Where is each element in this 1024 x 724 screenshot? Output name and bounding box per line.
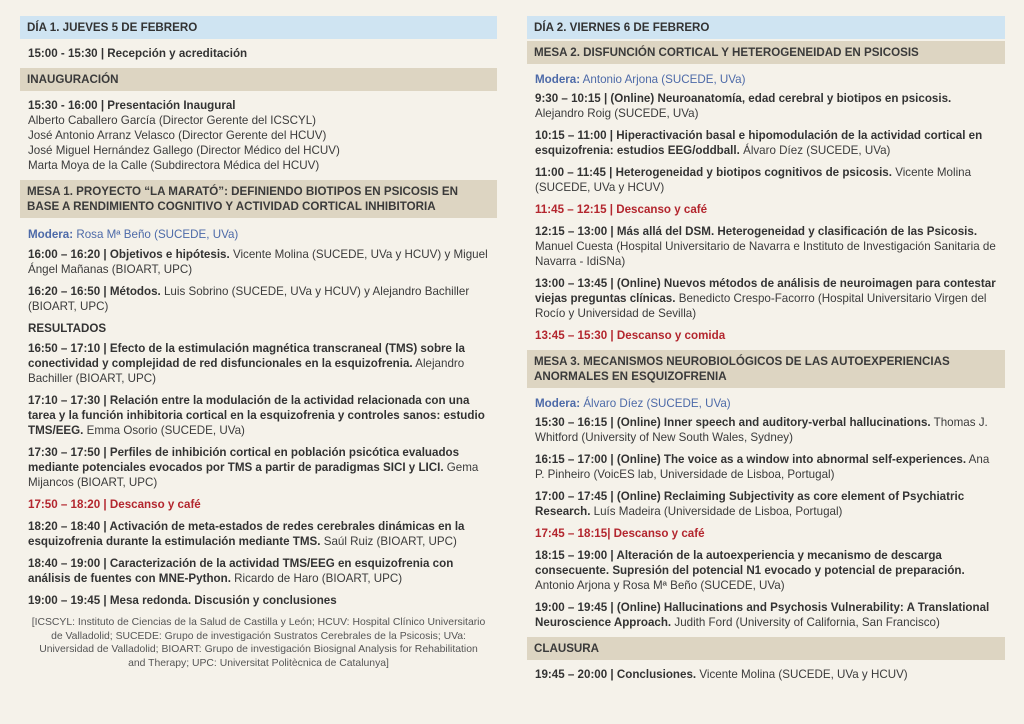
program-item: 18:40 – 19:00 | Caracterización de la actividad TMS/EEG en esquizofrenia con análisis de fuentes con MNE-Python. Ricardo de Haro (BIOART, UPC): [28, 557, 454, 585]
inauguracion-title: INAUGURACIÓN: [20, 68, 497, 91]
day1-column: [20, 16, 497, 670]
mesa3-title: MESA 3. MECANISMOS NEUROBIOLÓGICOS DE LAS AUTOEXPERIENCIAS ANORMALES EN ESQUIZOFRENIA: [527, 350, 1005, 388]
inauguracion-person: Alberto Caballero García (Director Gerente del ICSCYL): [28, 114, 317, 127]
program-item: 17:00 – 17:45 | (Online) Reclaiming Subjectivity as core element of Psychiatric Research. Luís Madeira (Universidade de Lisboa, Portugal): [535, 490, 965, 518]
inauguracion-block: [20, 98, 497, 173]
lunch-break: 13:45 – 15:30 | Descanso y comida: [535, 329, 726, 342]
inauguracion-person: José Miguel Hernández Gallego (Director Médico del HCUV): [28, 144, 340, 157]
clausura-title: CLAUSURA: [527, 637, 1005, 660]
program-item: 11:00 – 11:45 | Heterogeneidad y biotipos cognitivos de psicosis. Vicente Molina (SUCEDE, UVa y HCUV): [535, 166, 972, 194]
moderator-label: Modera:: [535, 73, 581, 86]
inauguracion-person: José Antonio Arranz Velasco (Director Gerente del HCUV): [28, 129, 327, 142]
inauguracion-person: Marta Moya de la Calle (Subdirectora Médica del HCUV): [28, 159, 320, 172]
program-item: 9:30 – 10:15 | (Online) Neuroanatomía, edad cerebral y biotipos en psicosis. Alejandro Roig (SUCEDE, UVa): [535, 92, 952, 120]
moderator-name: Antonio Arjona (SUCEDE, UVa): [580, 73, 746, 86]
moderator-name: Álvaro Díez (SUCEDE, UVa): [580, 397, 731, 410]
program-item: 12:15 – 13:00 | Más allá del DSM. Heterogeneidad y clasificación de las Psicosis. Manuel Cuesta (Hospital Universitario de Navarra e Instituto de Investigación Sanitaria de Navarra - IdiSNa): [535, 225, 996, 268]
mesa2-title: MESA 2. DISFUNCIÓN CORTICAL Y HETEROGENEIDAD EN PSICOSIS: [527, 41, 1005, 64]
moderator-label: Modera:: [28, 228, 74, 241]
mesa2-moderator: [527, 72, 1005, 87]
day2-column: [527, 16, 1005, 689]
mesa1-moderator: [20, 227, 497, 242]
day2-header: DÍA 2. VIERNES 6 DE FEBRERO: [527, 16, 1005, 39]
program-item: 16:00 – 16:20 | Objetivos e hipótesis. Vicente Molina (SUCEDE, UVa y HCUV) y Miguel Ángel Mañanas (BIOART, UPC): [28, 248, 488, 276]
program-item: 10:15 – 11:00 | Hiperactivación basal e hipomodulación de la actividad cortical en esquizofrenia: estudios EEG/oddball. Álvaro Díez (SUCEDE, UVa): [535, 129, 983, 157]
program-item: 16:15 – 17:00 | (Online) The voice as a window into abnormal self-experiences. Ana P. Pinheiro (VoicES lab, Universidade de Lisboa, Portugal): [535, 453, 990, 481]
program-item: 18:20 – 18:40 | Activación de meta-estados de redes cerebrales dinámicas en la esquizofrenia durante la estimulación mediante TMS. Saúl Ruiz (BIOART, UPC): [28, 520, 465, 548]
moderator-name: Rosa Mª Beño (SUCEDE, UVa): [76, 228, 239, 241]
coffee-break: 17:45 – 18:15| Descanso y café: [535, 527, 705, 540]
moderator-label: Modera:: [535, 397, 581, 410]
program-item: 15:30 – 16:15 | (Online) Inner speech and auditory-verbal hallucinations. Thomas J. Whitford (University of New South Wales, Sydney): [535, 416, 988, 444]
program-item: 17:10 – 17:30 | Relación entre la modulación de la actividad relacionada con una tarea y la función inhibitoria cortical en la esquizofrenia y controles sanos: estudio TMS/EEG. Emma Osorio (SUCEDE, UVa): [28, 394, 485, 437]
coffee-break: 11:45 – 12:15 | Descanso y café: [535, 203, 708, 216]
program-item: 18:15 – 19:00 | Alteración de la autoexperiencia y mecanismo de descarga consecuente. Supresión del potencial N1 evocado y potencial de preparación. Antonio Arjona y Rosa Mª Beño (SUCEDE, UVa): [535, 549, 965, 592]
mesa1-title: MESA 1. PROYECTO “LA MARATÓ”: DEFINIENDO BIOTIPOS EN PSICOSIS EN BASE A RENDIMIENTO COGNITIVO Y ACTIVIDAD CORTICAL INHIBITORIA: [20, 180, 497, 218]
abbreviations-footnote: [ICSCYL: Instituto de Ciencias de la Salud de Castilla y León; HCUV: Hospital Clínico Universitario de Valladolid; SUCEDE: Grupo de investigación Sustratos Cerebrales de la Psicosis; UVa: Universidad de Valladolid; BIOART: Grupo de investigación Biosignal Analysis for Rehabilitation and Therapy; UPC: Universitat Politècnica de Catalunya]: [31, 617, 486, 669]
coffee-break: 17:50 – 18:20 | Descanso y café: [28, 498, 201, 511]
results-label: RESULTADOS: [28, 322, 107, 335]
reception-item: 15:00 - 15:30 | Recepción y acreditación: [28, 47, 248, 60]
program-item: 19:00 – 19:45 | (Online) Hallucinations and Psychosis Vulnerability: A Translational Neuroscience Approach. Judith Ford (University of California, San Francisco): [535, 601, 990, 629]
program-item: 13:00 – 13:45 | (Online) Nuevos métodos de análisis de neuroimagen para contestar viejas preguntas clínicas. Benedicto Crespo-Facorro (Hospital Universitario Virgen del Rocío y Universidad de Sevilla): [535, 277, 996, 320]
day1-header: DÍA 1. JUEVES 5 DE FEBRERO: [20, 16, 497, 39]
program-item: 16:50 – 17:10 | Efecto de la estimulación magnética transcraneal (TMS) sobre la conectividad y complejidad de red disfuncionales en la esquizofrenia. Alejandro Bachiller (BIOART, UPC): [28, 342, 465, 385]
program-item: 19:00 – 19:45 | Mesa redonda. Discusión y conclusiones: [28, 594, 337, 607]
program-item: 17:30 – 17:50 | Perfiles de inhibición cortical en población psicótica evaluados mediante potenciales evocados por TMS a partir de paradigmas SICI y LICI. Gema Mijancos (BIOART, UPC): [28, 446, 479, 489]
mesa3-moderator: [527, 396, 1005, 411]
program-item: 19:45 – 20:00 | Conclusiones. Vicente Molina (SUCEDE, UVa y HCUV): [535, 668, 908, 681]
inauguracion-talk: 15:30 - 16:00 | Presentación Inaugural: [28, 99, 236, 112]
program-item: 16:20 – 16:50 | Métodos. Luis Sobrino (SUCEDE, UVa y HCUV) y Alejandro Bachiller (BIOART, UPC): [28, 285, 470, 313]
